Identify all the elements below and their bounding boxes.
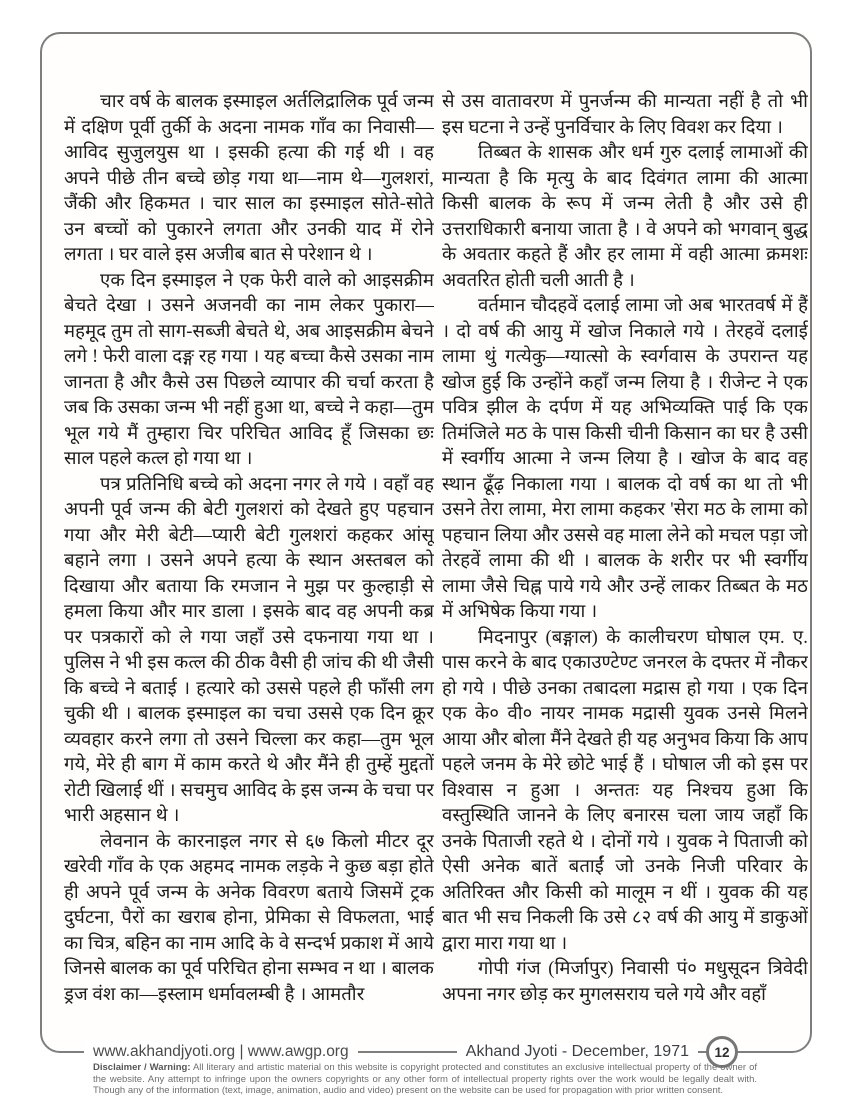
page-number: 12 bbox=[714, 1044, 730, 1060]
body-paragraph: मिदनापुर (बङ्गाल) के कालीचरण घोषाल एम. ए. पास करने के बाद एकाउण्टेण्ट जनरल के दफ्तर में नौकर हो गये । पीछे उनका तबादला मद्रास हो गया । एक दिन एक के० वी० नायर नामक मद्रासी युवक उनसे मिलने आया और बोला मैंने देखते ही यह अनुभव किया कि आप पहले जनम के मेरे छोटे भाई हैं । घोषाल जी को इस पर विश्वास न हुआ । अन्ततः यह निश्चय हुआ कि वस्तुस्थिति जानने के लिए बनारस चला जाय जहाँ कि उनके पिताजी रहते थे । दोनों गये । युवक ने पिताजी को ऐसी अनेक बातें बताईं जो उनके निजी परिवार के अतिरिक्त और किसी को मालूम न थीं । युवक की यह बात भी सच निकली कि उसे ८२ वर्ष की आयु में डाकुओं द्वारा मारा गया था । bbox=[442, 627, 808, 954]
body-paragraph-continuation: से उस वातावरण में पुनर्जन्म की मान्यता नहीं है तो भी इस घटना ने उन्हें पुनर्विचार के लिए विवश कर दिया । bbox=[442, 92, 808, 138]
footer-website-links[interactable]: www.akhandjyoti.org | www.awgp.org bbox=[84, 1042, 358, 1061]
body-paragraph: एक दिन इस्माइल ने एक फेरी वाले को आइसक्रीम बेचते देखा । उसने अजनवी का नाम लेकर पुकारा—महमूद तुम तो साग-सब्जी बेचते थे, अब आइसक्रीम बेचने लगे ! फेरी वाला दङ्ग रह गया । यह बच्चा कैसे उसका नाम जानता है और कैसे उस पिछले व्यापार की चर्चा करता है जब कि उसका जन्म भी नहीं हुआ था, बच्चे ने कहा—तुम भूल गये मैं तुम्हारा चिर परिचित आविद हूँ जिसका छः साल पहले कत्ल हो गया था । bbox=[64, 270, 434, 469]
body-paragraph: गोपी गंज (मिर्जापुर) निवासी पं० मधुसूदन त्रिवेदी अपना नगर छोड़ कर मुगलसराय चले गये और वहाँ bbox=[442, 959, 808, 1005]
disclaimer-text: All literary and artistic material on this website is copyright protected and constitutes an exclusive intellectual property of the owner of the website. Any attempt to infringe upon the owners copyrights or any other form of intellectual property rights over the work would be legally dealt with. Though any of the information (text, image, animation, audio and video) present on the website can be used for propagation with prior written consent. bbox=[93, 1062, 757, 1096]
text-column-left bbox=[64, 90, 434, 1018]
footer-disclaimer bbox=[93, 1062, 757, 1097]
body-paragraph: वर्तमान चौदहवें दलाई लामा जो अब भारतवर्ष में हैं । दो वर्ष की आयु में खोज निकाले गये । तेरहवें दलाई लामा थुं गत्येकु—ग्यात्सो के स्वर्गवास के उपरान्त यह खोज हुई कि उन्होंने कहाँ जन्म लिया है । रीजेन्ट ने एक पवित्र झील के दर्पण में यह अभिव्यक्ति पाई कि एक तिमंजिले मठ के पास किसी चीनी किसान का घर है उसी में स्वर्गीय आत्मा ने जन्म लिया है । खोज के बाद वह स्थान ढूँढ़ निकाला गया । बालक दो वर्ष का था तो भी उसने तेरा लामा, मेरा लामा कहकर 'सेरा मठ के लामा को पहचान लिया और उससे वह माला लेने को मचल पड़ा जो तेरहवें लामा की थी । बालक के शरीर पर भी स्वर्गीय लामा जैसे चिह्न पाये गये और उन्हें लाकर तिब्बत के मठ में अभिषेक किया गया । bbox=[442, 296, 808, 622]
body-paragraph: पत्र प्रतिनिधि बच्चे को अदना नगर ले गये । वहाँ वह अपनी पूर्व जन्म की बेटी गुलशरां को देखते हुए पहचान गया और मेरी बेटी—प्यारी बेटी गुलशरां कहकर आंसू बहाने लगा । उसने अपने हत्या के स्थान अस्तबल को दिखाया और बताया कि रमजान ने मुझ पर कुल्हाड़ी से हमला किया और मार डाला । इसके बाद वह अपनी कब्र पर पत्रकारों को ले गया जहाँ उसे दफनाया गया था । पुलिस ने भी इस कत्ल की ठीक वैसी ही जांच की थी जैसी कि बच्चे ने बताई । हत्यारे को उससे पहले ही फाँसी लग चुकी थी । बालक इस्माइल का चचा उससे एक दिन क्रूर व्यवहार करने लगा तो उसने चिल्ला कर कहा—तुम भूल गये, मेरे ही बाग में काम करते थे और मैंने ही तुम्हें मुद्दतों रोटी खिलाई थीं । सचमुच आविद के इस जन्म के चचा पर भारी अहसान थे । bbox=[64, 474, 434, 826]
disclaimer-label: Disclaimer / Warning: bbox=[93, 1062, 191, 1073]
body-paragraph: चार वर्ष के बालक इस्माइल अर्तलिद्रालिक पूर्व जन्म में दक्षिण पूर्वी तुर्की के अदना नामक गाँव का निवासी—आविद सुजुलयुस था । इसकी हत्या की गई थी । वह अपने पीछे तीन बच्चे छोड़ गया था—नाम थे—गुलशरां, जैंकी और हिकमत । चार साल का इस्माइल सोते-सोते उन बच्चों को पुकारने लगता और उनकी याद में रोने लगता । घर वाले इस अजीब बात से परेशान थे । bbox=[64, 92, 434, 265]
body-paragraph: लेवनान के कारनाइल नगर से ६७ किलो मीटर दूर खरेवी गाँव के एक अहमद नामक लड़के ने कुछ बड़ा होते ही अपने पूर्व जन्म के अनेक विवरण बताये जिसमें ट्रक दुर्घटना, पैरों का खराब होना, प्रेमिका से विफलता, भाई का चित्र, बहिन का नाम आदि के वे सन्दर्भ प्रकाश में आये जिनसे बालक का पूर्व परिचित होना सम्भव न था । बालक ड्रज वंश का—इस्लाम धर्मावलम्बी है । आमतौर bbox=[64, 831, 434, 1005]
footer-edition-label: Akhand Jyoti - December, 1971 bbox=[457, 1043, 698, 1061]
text-column-right bbox=[442, 90, 808, 1018]
body-paragraph: तिब्बत के शासक और धर्म गुरु दलाई लामाओं की मान्यता है कि मृत्यु के बाद दिवंगत लामा की आत्मा किसी बालक के रूप में जन्म लेती है और उसे ही उत्तराधिकारी बनाया जाता है । वे अपने को भगवान् बुद्ध के अवतार कहते हैं और हर लामा में वही आत्मा क्रमशः अवतरित होती चली आती है । bbox=[442, 143, 808, 291]
page-border-frame bbox=[40, 32, 812, 1053]
